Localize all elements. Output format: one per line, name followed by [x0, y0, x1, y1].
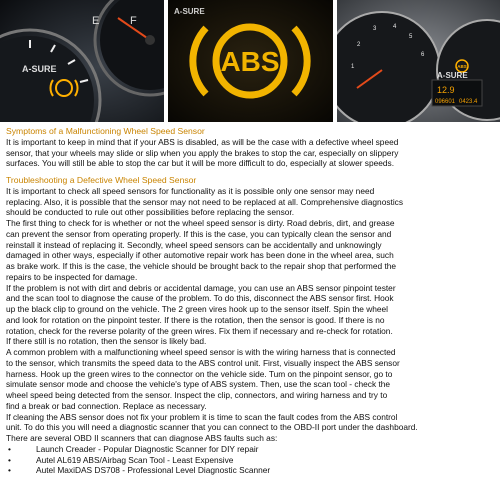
- svg-text:4: 4: [393, 24, 397, 30]
- list-item: • Autel AL619 ABS/Airbag Scan Tool - Least Expensive: [6, 455, 496, 466]
- display-value: 12.9: [437, 85, 455, 95]
- gauge-label-e: E: [92, 15, 100, 27]
- odometer: 096601: [435, 99, 456, 105]
- text-line: If there still is no rotation, then the sensor is likely bad.: [6, 336, 207, 347]
- text-line: harness. Hook up the green wires to the connector on the vehicle side. Tum on the pinpoint sensor, go to: [6, 368, 393, 379]
- symptoms-paragraph: [6, 137, 496, 169]
- abs-lamp-text: ABS: [457, 64, 467, 69]
- svg-text:3: 3: [373, 26, 377, 32]
- list-item: • Autel MaxiDAS DS708 - Professional Level Diagnostic Scanner: [6, 465, 496, 476]
- scanner-list: [6, 444, 496, 476]
- text-line: It is important to check all speed sensors for functionality as it is possible only one sensor may need: [6, 185, 375, 196]
- text-line: find a break or bad connection. Replace as necessary.: [6, 400, 207, 411]
- text-line: It is important to keep in mind that if your ABS is disabled, as will be the case with a defective wheel speed: [6, 136, 399, 147]
- text-line: If the problem is not with dirt and debris or accidental damage, you can use an ABS sensor pinpoint tester: [6, 282, 396, 293]
- instrument-cluster-photo: [337, 0, 500, 122]
- list-item: • Launch Creader - Popular Diagnostic Scanner for DIY repair: [6, 444, 496, 455]
- abs-lamp-text: ABS: [220, 46, 280, 77]
- svg-text:1: 1: [351, 64, 355, 70]
- text-line: can prevent the sensor from operating properly. If this is the case, you can typically clean the sensor and: [6, 228, 392, 239]
- text-line: and look for rotation on the pinpoint tester. If there is the rotation, then the sensor is good. If there is no: [6, 314, 385, 325]
- svg-text:6: 6: [421, 52, 425, 58]
- text-line: wheel speed being detected from the sensor. Inspect the clip, connectors, and wiring harness and try to: [6, 390, 388, 400]
- text-line: reinstall it instead of replacing it. Secondly, wheel speed sensors can be accidentally and unknowingly: [6, 239, 382, 250]
- text-line: up the black clip to ground on the vehicle. The 2 green vires hook up to the sensor itself. Spin the wheel: [6, 304, 389, 314]
- text-line: and the scan tool to diagnose the cause of the problem. To do this, disconnect the ABS sensor first. Hook: [6, 293, 394, 304]
- text-line: There are several OBD II scanners that can diagnose ABS faults such as:: [6, 433, 278, 443]
- watermark: A-SURE: [437, 71, 468, 80]
- svg-text:5: 5: [409, 34, 413, 40]
- dashboard-gauge-photo: [0, 0, 164, 122]
- text-line: damaged in other ways, especially if other automotive repair work has been done in the wheel area, such: [6, 250, 394, 261]
- article-body: [6, 126, 496, 476]
- svg-text:2: 2: [357, 42, 361, 48]
- troubleshooting-paragraph: [6, 186, 496, 444]
- section-heading-symptoms: Symptoms of a Malfunctioning Wheel Speed Sensor: [6, 126, 205, 136]
- text-line: simulate sensor mode and choose the vehicle's type of ABS system. Then, use the scan tool - check the: [6, 379, 391, 390]
- trip: 0423.4: [459, 99, 478, 105]
- gauge-label-f: F: [130, 15, 137, 27]
- text-line: rotation, check for the reverse polarity of the green wires. Fix them if necessary and re-check for rotation.: [6, 325, 393, 336]
- text-line: replacing. Also, it is possible that the sensor may not need to be replaced at all. Comprehensive diagnostics: [6, 196, 404, 207]
- text-line: sensor, that your wheels may slide or slip when you apply the brakes to stop the car, especially on slippery: [6, 147, 399, 158]
- text-line: A common problem with a malfunctioning wheel speed sensor is with the wiring harness that is connected: [6, 347, 396, 357]
- text-line: as brake work. If this is the case, the vehicle should be brought back to the repair shop that performed the: [6, 261, 397, 271]
- abs-lamp-photo: [168, 0, 333, 122]
- text-line: repairs to be inspected for damage.: [6, 271, 138, 282]
- section-heading-troubleshooting: Troubleshooting a Defective Wheel Speed Sensor: [6, 175, 197, 185]
- text-line: to the sensor, which transmits the speed data to the ABS control unit. First, visually inspect the ABS sensor: [6, 357, 400, 368]
- text-line: If cleaning the ABS sensor does not fix your problem it is time to scan the fault codes from the ABS control: [6, 411, 398, 422]
- text-line: The first thing to check for is whether or not the wheel speed sensor is dirty. Road debris, dirt, and grease: [6, 218, 395, 228]
- text-line: unit. To do this you will need a diagnostic scanner that you can connect to the OBD-II port under the dashboard.: [6, 422, 418, 433]
- watermark: A-SURE: [174, 7, 205, 16]
- text-line: should be conducted to rule out other possibilities before replacing the sensor.: [6, 207, 295, 218]
- text-line: surfaces. You will still be able to stop the car but it will be more difficult to do, especially at slower speeds.: [6, 158, 395, 169]
- watermark: A-SURE: [22, 64, 57, 74]
- header-photos: [0, 0, 500, 122]
